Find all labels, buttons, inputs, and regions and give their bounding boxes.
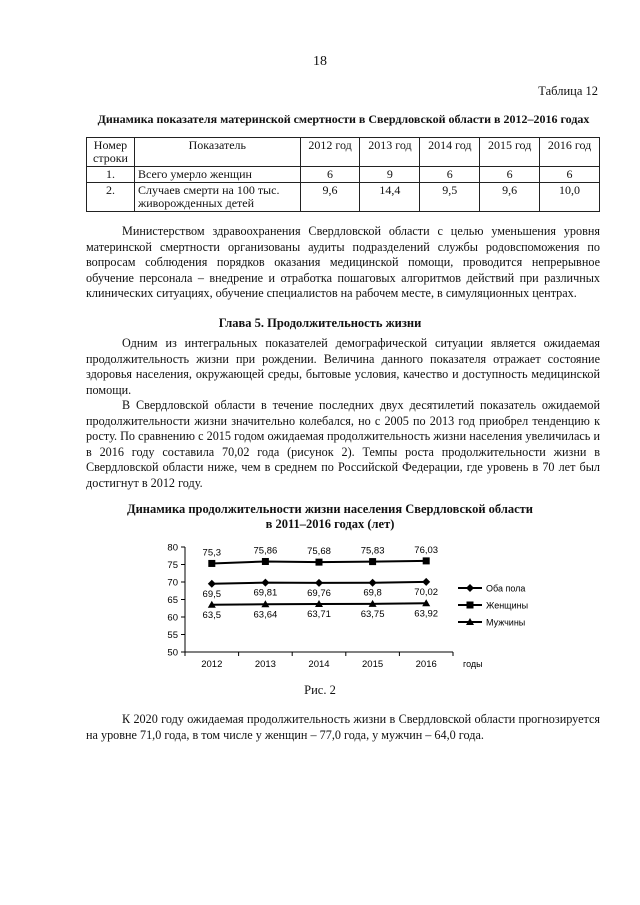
data-point bbox=[208, 560, 215, 567]
y-tick-label: 70 bbox=[167, 577, 178, 589]
chart-title-line1: Динамика продолжительности жизни населения Свердловской области bbox=[126, 502, 534, 516]
data-label: 69,76 bbox=[307, 587, 331, 599]
data-label: 75,86 bbox=[253, 545, 278, 557]
x-axis-label: годы bbox=[463, 659, 483, 669]
data-point bbox=[422, 578, 430, 586]
table-cell: 9,5 bbox=[420, 183, 480, 212]
data-label: 63,5 bbox=[202, 609, 222, 621]
table-header-cell: 2012 год bbox=[300, 138, 360, 167]
data-label: 69,5 bbox=[202, 588, 222, 600]
table-header-cell: Номер строки bbox=[87, 138, 135, 167]
table-title: Динамика показателя материнской смертности в Свердловской области в 2012–2016 годах bbox=[97, 112, 590, 126]
y-tick-label: 75 bbox=[167, 560, 178, 571]
table-cell: 6 bbox=[540, 167, 600, 183]
data-point bbox=[423, 557, 430, 564]
x-tick-label: 2015 bbox=[362, 659, 384, 670]
data-label: 75,68 bbox=[307, 546, 331, 558]
data-label: 63,92 bbox=[414, 608, 439, 620]
table-header-cell: 2014 год bbox=[420, 138, 480, 167]
paragraph-forecast: К 2020 году ожидаемая продолжительность жизни в Свердловской области прогнозируется на уровне 71,0 года, в том числе у женщин – 77,0 года, у мужчин – 64,0 года. bbox=[86, 712, 600, 742]
figure-caption: Рис. 2 bbox=[304, 683, 336, 697]
y-tick-label: 55 bbox=[167, 630, 178, 641]
data-point bbox=[316, 559, 323, 566]
page-number: 18 bbox=[313, 54, 327, 69]
life-expectancy-chart bbox=[155, 538, 535, 673]
data-point bbox=[315, 579, 323, 587]
table-cell: 1. bbox=[87, 167, 135, 183]
table-row bbox=[87, 167, 600, 183]
data-point bbox=[369, 558, 376, 565]
legend-label: Оба пола bbox=[486, 583, 526, 594]
table-cell: 6 bbox=[300, 167, 360, 183]
y-tick-label: 80 bbox=[167, 542, 178, 554]
x-tick-label: 2014 bbox=[308, 659, 330, 670]
y-tick-label: 50 bbox=[167, 647, 178, 659]
table-cell: 14,4 bbox=[360, 183, 420, 212]
table-cell: 10,0 bbox=[540, 183, 600, 212]
data-point bbox=[208, 580, 216, 588]
table-cell: 2. bbox=[87, 183, 135, 212]
data-point bbox=[466, 584, 474, 592]
paragraph-life-expectancy-intro: Одним из интегральных показателей демографической ситуации является ожидаемая продолжительность жизни при рождении. Величина данного показателя отражает состояние здоровья населения, окружающей среды, бытовые условия, качество и доступность медицинской помощи. bbox=[86, 336, 600, 397]
data-label: 76,03 bbox=[414, 544, 439, 556]
table-header-cell: Показатель bbox=[134, 138, 300, 167]
table-header-row bbox=[87, 138, 600, 167]
y-tick-label: 65 bbox=[167, 595, 178, 606]
paragraph-life-expectancy-trend: В Свердловской области в течение последних двух десятилетий показатель ожидаемой продолжительности жизни значительно колебался, но с 2005 по 2013 год приобрел тенденцию к росту. По сравнению с 2015 годом ожидаемая продолжительность жизни населения увеличилась и в 2016 году составила 70,02 года (рисунок 2). Темпы роста продолжительности жизни в Свердловской области ниже, чем в среднем по Российской Федерации, где уровень в 70 лет был достигнут в 2012 году. bbox=[86, 398, 600, 490]
data-label: 70,02 bbox=[414, 586, 439, 598]
data-label: 69,81 bbox=[253, 587, 278, 599]
chart-title-line2: в 2011–2016 годах (лет) bbox=[265, 517, 395, 531]
data-label: 75,83 bbox=[360, 545, 385, 557]
y-tick-label: 60 bbox=[167, 612, 178, 624]
table-cell: 9,6 bbox=[300, 183, 360, 212]
data-point bbox=[369, 579, 377, 587]
x-tick-label: 2016 bbox=[415, 659, 437, 670]
table-header-cell: 2013 год bbox=[360, 138, 420, 167]
paragraph-maternal-measures: Министерством здравоохранения Свердловской области с целью уменьшения уровня материнской смертности организованы аудиты подразделений службы родовспоможения по вопросам соблюдения порядков оказания медицинской помощи, проводится непрерывное обучение персонала – внедрение и отработка пошаговых алгоритмов действий при различных клинических ситуациях, обучение специалистов на рабочем месте, в симуляционных центрах. bbox=[86, 224, 600, 300]
table-cell: Случаев смерти на 100 тыс. живорожденных детей bbox=[134, 183, 300, 212]
table-cell: Всего умерло женщин bbox=[134, 167, 300, 183]
data-label: 63,75 bbox=[360, 608, 385, 620]
data-point bbox=[261, 579, 269, 587]
data-label: 63,64 bbox=[253, 609, 278, 621]
table-header-cell: 2016 год bbox=[540, 138, 600, 167]
table-cell: 9,6 bbox=[480, 183, 540, 212]
table-cell: 6 bbox=[480, 167, 540, 183]
legend-label: Женщины bbox=[486, 600, 529, 611]
mortality-table bbox=[86, 137, 600, 212]
table-cell: 6 bbox=[420, 167, 480, 183]
legend-label: Мужчины bbox=[486, 617, 526, 628]
table-header-cell: 2015 год bbox=[480, 138, 540, 167]
data-point bbox=[467, 602, 474, 609]
data-label: 75,3 bbox=[202, 547, 222, 559]
chart-title bbox=[100, 502, 560, 532]
x-tick-label: 2013 bbox=[254, 659, 276, 670]
data-point bbox=[262, 558, 269, 565]
table-row bbox=[87, 183, 600, 212]
table-cell: 9 bbox=[360, 167, 420, 183]
table-label: Таблица 12 bbox=[538, 84, 598, 98]
data-label: 69,8 bbox=[363, 587, 382, 599]
x-tick-label: 2012 bbox=[201, 659, 223, 670]
chapter-heading: Глава 5. Продолжительность жизни bbox=[218, 316, 422, 330]
data-label: 63,71 bbox=[307, 609, 331, 621]
